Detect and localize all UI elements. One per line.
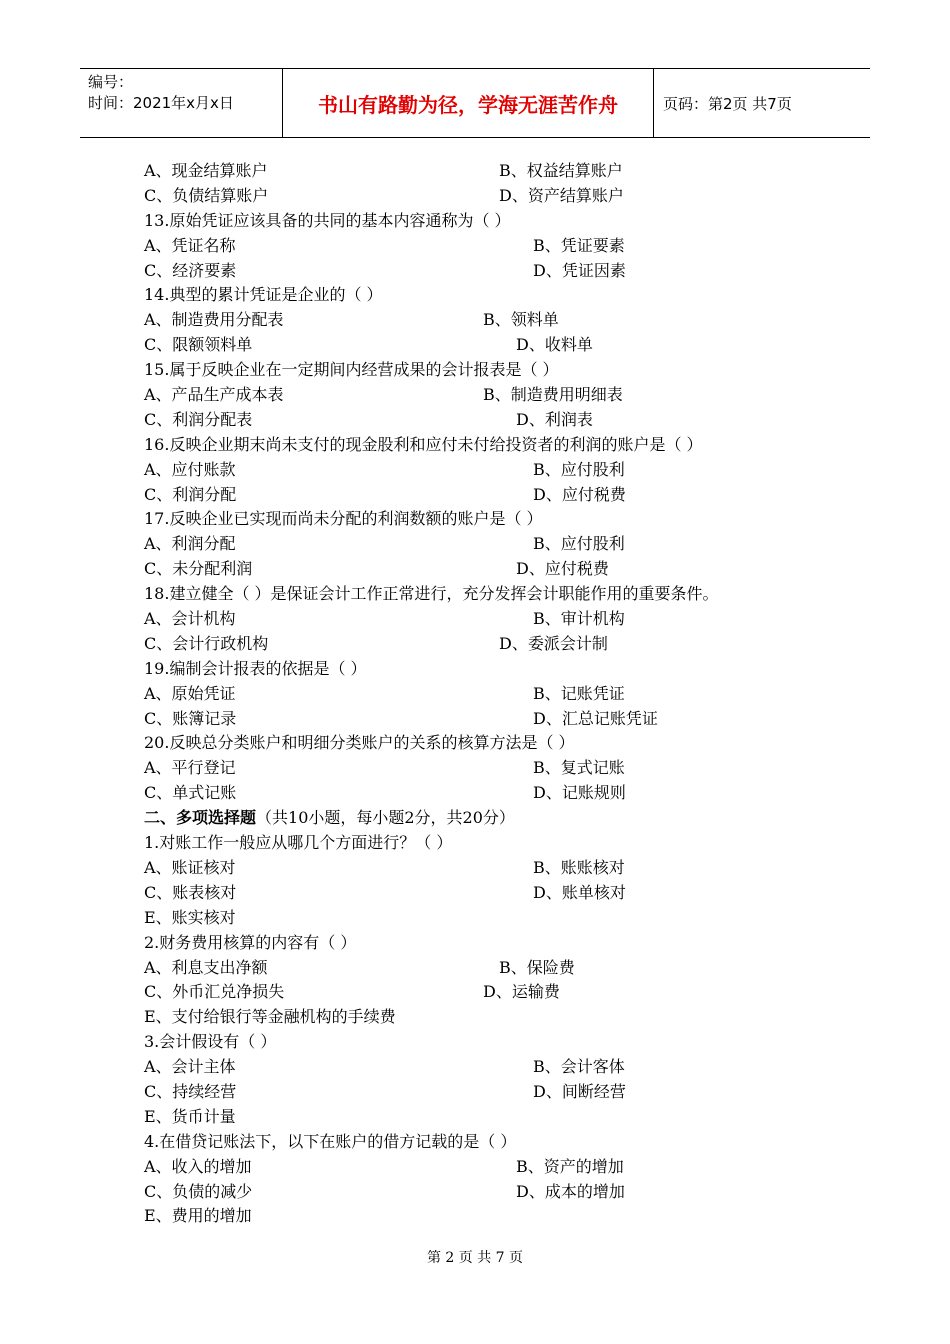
- option-row: [144, 607, 804, 632]
- option-right: B、审计机构: [533, 609, 625, 629]
- option-row: [144, 1080, 804, 1105]
- page-footer: 第 2 页 共 7 页: [426, 1250, 524, 1266]
- question-line: E、货币计量: [144, 1106, 236, 1126]
- option-right: B、应付股利: [533, 459, 625, 479]
- option-right: B、权益结算账户: [499, 161, 623, 180]
- option-right: D、应付税费: [516, 559, 609, 579]
- option-row: [144, 483, 804, 508]
- option-left: A、利息支出净额: [144, 957, 268, 977]
- option-row: [144, 756, 804, 781]
- option-left: C、外币汇兑净损失: [144, 982, 285, 1002]
- section-title: 二、多项选择题: [144, 808, 257, 828]
- exam-content: [144, 159, 804, 1229]
- option-row: [144, 333, 804, 358]
- question-line: 4.在借贷记账法下，以下在账户的借方记载的是（ ）: [144, 1131, 517, 1151]
- option-row: [144, 532, 804, 557]
- option-row: [144, 308, 804, 333]
- option-right: B、凭证要素: [533, 235, 625, 255]
- option-row: [144, 259, 804, 284]
- option-row: [144, 1055, 804, 1080]
- question-line: 20.反映总分类账户和明细分类账户的关系的核算方法是（ ）: [144, 733, 575, 753]
- option-right: D、运输费: [483, 982, 560, 1002]
- option-right: D、账单核对: [533, 882, 626, 902]
- option-left: C、持续经营: [144, 1081, 237, 1101]
- option-right: B、应付股利: [533, 534, 625, 554]
- header-meta: [80, 69, 282, 137]
- option-row: [144, 881, 804, 906]
- option-left: C、限额领料单: [144, 335, 253, 355]
- option-left: C、利润分配: [144, 484, 237, 504]
- option-right: D、委派会计制: [499, 633, 608, 653]
- option-row: [144, 682, 804, 707]
- section-heading: [144, 806, 804, 831]
- question-line: 14.典型的累计凭证是企业的（ ）: [144, 285, 383, 305]
- option-right: B、资产的增加: [516, 1156, 624, 1176]
- option-left: C、负债结算账户: [144, 185, 269, 205]
- option-row: [144, 557, 804, 582]
- question-line: 17.反映企业已实现而尚未分配的利润数额的账户是（ ）: [144, 509, 543, 529]
- option-row: [144, 1155, 804, 1180]
- option-left: C、经济要素: [144, 260, 237, 280]
- option-right: D、凭证因素: [533, 260, 626, 280]
- option-right: B、记账凭证: [533, 683, 625, 703]
- option-right: B、账账核对: [533, 857, 625, 877]
- page-header: [80, 68, 870, 138]
- option-left: A、制造费用分配表: [144, 310, 284, 330]
- option-left: A、收入的增加: [144, 1156, 252, 1176]
- option-left: C、未分配利润: [144, 559, 253, 579]
- option-right: D、汇总记账凭证: [533, 708, 658, 728]
- option-right: D、应付税费: [533, 484, 626, 504]
- question-line: E、费用的增加: [144, 1206, 252, 1226]
- time-label: 时间：2021年x月x日: [88, 94, 234, 112]
- section-note: （共10小题，每小题2分，共20分）: [256, 808, 515, 828]
- question-line: E、支付给银行等金融机构的手续费: [144, 1007, 396, 1027]
- option-left: C、利润分配表: [144, 409, 253, 429]
- option-row: [144, 408, 804, 433]
- option-left: A、会计机构: [144, 609, 236, 629]
- option-row: [144, 632, 804, 657]
- question-line: 15.属于反映企业在一定期间内经营成果的会计报表是（ ）: [144, 360, 559, 380]
- option-left: A、产品生产成本表: [144, 385, 284, 405]
- option-row: [144, 184, 804, 209]
- option-row: [144, 956, 804, 981]
- question-line: 19.编制会计报表的依据是（ ）: [144, 658, 367, 678]
- option-right: B、会计客体: [533, 1057, 625, 1077]
- option-left: A、账证核对: [144, 857, 236, 877]
- option-right: D、资产结算账户: [499, 185, 624, 205]
- header-motto: 书山有路勤为径，学海无涯苦作舟: [282, 69, 654, 137]
- option-right: B、制造费用明细表: [483, 385, 623, 405]
- question-line: 13.原始凭证应该具备的共同的基本内容通称为（ ）: [144, 210, 511, 230]
- option-right: D、成本的增加: [516, 1181, 625, 1201]
- option-row: [144, 159, 804, 184]
- option-row: [144, 234, 804, 259]
- option-left: A、平行登记: [144, 758, 236, 778]
- number-label: 编号：: [88, 73, 134, 91]
- option-row: [144, 383, 804, 408]
- option-right: D、间断经营: [533, 1081, 626, 1101]
- option-left: C、单式记账: [144, 783, 237, 803]
- question-line: E、账实核对: [144, 907, 236, 927]
- option-left: C、账簿记录: [144, 708, 237, 728]
- option-left: C、会计行政机构: [144, 633, 269, 653]
- option-right: B、复式记账: [533, 758, 625, 778]
- question-line: 3.会计假设有（ ）: [144, 1032, 277, 1052]
- question-line: 16.反映企业期末尚未支付的现金股利和应付未付给投资者的利润的账户是（ ）: [144, 434, 703, 454]
- option-left: C、负债的减少: [144, 1181, 253, 1201]
- option-right: D、记账规则: [533, 783, 626, 803]
- option-row: [144, 856, 804, 881]
- option-left: A、原始凭证: [144, 683, 236, 703]
- option-left: C、账表核对: [144, 882, 237, 902]
- header-page-info: 页码：第2页 共7页: [663, 94, 792, 113]
- option-right: D、收料单: [516, 335, 593, 355]
- option-right: D、利润表: [516, 409, 593, 429]
- option-row: [144, 1180, 804, 1205]
- option-right: B、保险费: [499, 957, 575, 977]
- option-left: A、应付账款: [144, 459, 236, 479]
- option-right: B、领料单: [483, 310, 559, 330]
- question-line: 1.对账工作一般应从哪几个方面进行？（ ）: [144, 833, 453, 853]
- option-row: [144, 458, 804, 483]
- option-row: [144, 781, 804, 806]
- question-line: 18.建立健全（ ）是保证会计工作正常进行，充分发挥会计职能作用的重要条件。: [144, 584, 719, 604]
- option-left: A、现金结算账户: [144, 161, 268, 180]
- option-left: A、利润分配: [144, 534, 236, 554]
- question-line: 2.财务费用核算的内容有（ ）: [144, 932, 357, 952]
- option-left: A、会计主体: [144, 1057, 236, 1077]
- option-row: [144, 980, 804, 1005]
- option-left: A、凭证名称: [144, 235, 236, 255]
- option-row: [144, 707, 804, 732]
